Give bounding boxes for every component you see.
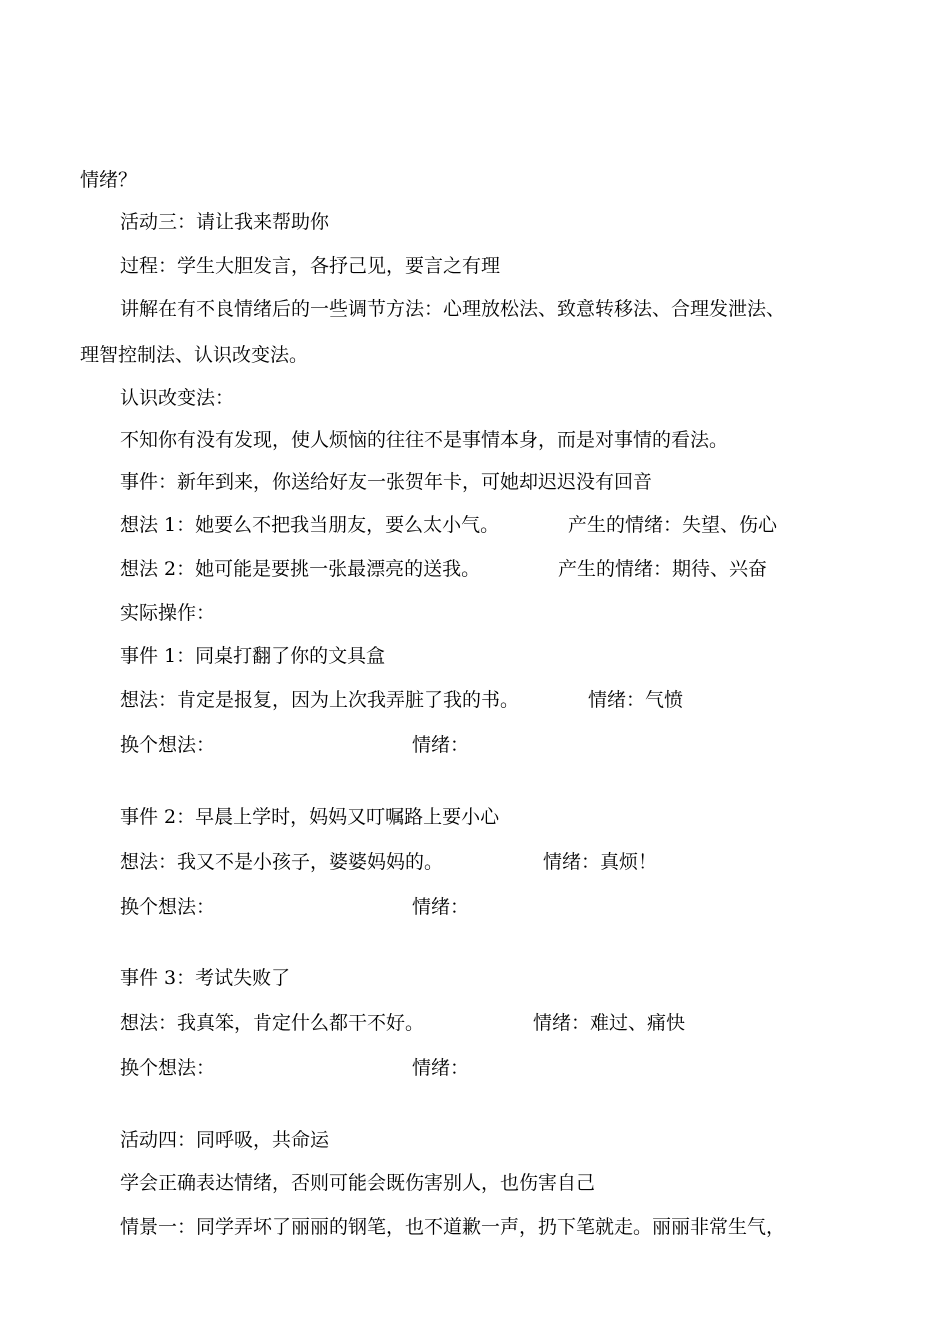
- activity-4-heading: 活动四：同呼吸，共命运: [120, 1129, 330, 1151]
- paragraph-line: 不知你有没有发现，使人烦恼的往往不是事情本身，而是对事情的看法。: [120, 429, 729, 451]
- event-title: 事件 1：同桌打翻了你的文具盒: [120, 645, 386, 667]
- thought-emotion: 产生的情绪：失望、伤心: [568, 514, 778, 536]
- thought-line: 想法 2：她可能是要挑一张最漂亮的送我。: [120, 558, 481, 580]
- event-emotion: 情绪：真烦！: [543, 851, 658, 873]
- section-heading: 认识改变法：: [120, 387, 235, 409]
- paragraph-line: 情绪？: [80, 169, 138, 191]
- alt-thought-label: 换个想法：: [120, 896, 216, 918]
- paragraph-line: 理智控制法、认识改变法。: [80, 344, 309, 366]
- event-thought: 想法：肯定是报复，因为上次我弄脏了我的书。: [120, 689, 520, 711]
- alt-emotion-label: 情绪：: [412, 896, 470, 918]
- alt-thought-label: 换个想法：: [120, 1057, 216, 1079]
- event-title: 事件 2：早晨上学时，妈妈又叮嘱路上要小心: [120, 806, 500, 828]
- activity-3-heading: 活动三：请让我来帮助你: [120, 211, 330, 233]
- event-thought: 想法：我又不是小孩子，婆婆妈妈的。: [120, 851, 444, 873]
- paragraph-line: 事件：新年到来，你送给好友一张贺年卡，可她却迟迟没有回音: [120, 471, 653, 493]
- event-emotion: 情绪：气愤: [588, 689, 684, 711]
- event-thought: 想法：我真笨，肯定什么都干不好。: [120, 1012, 425, 1034]
- paragraph-line: 讲解在有不良情绪后的一些调节方法：心理放松法、致意转移法、合理发泄法、: [120, 298, 786, 320]
- event-title: 事件 3：考试失败了: [120, 967, 291, 989]
- thought-emotion: 产生的情绪：期待、兴奋: [558, 558, 768, 580]
- alt-thought-label: 换个想法：: [120, 734, 216, 756]
- paragraph-line: 学会正确表达情绪，否则可能会既伤害别人，也伤害自己: [120, 1172, 596, 1194]
- practice-heading: 实际操作：: [120, 602, 216, 624]
- scene-1-line: 情景一：同学弄坏了丽丽的钢笔，也不道歉一声，扔下笔就走。丽丽非常生气，: [120, 1216, 786, 1238]
- event-emotion: 情绪：难过、痛快: [533, 1012, 686, 1034]
- alt-emotion-label: 情绪：: [412, 734, 470, 756]
- paragraph-line: 过程：学生大胆发言，各抒己见，要言之有理: [120, 255, 501, 277]
- thought-line: 想法 1：她要么不把我当朋友，要么太小气。: [120, 514, 500, 536]
- alt-emotion-label: 情绪：: [412, 1057, 470, 1079]
